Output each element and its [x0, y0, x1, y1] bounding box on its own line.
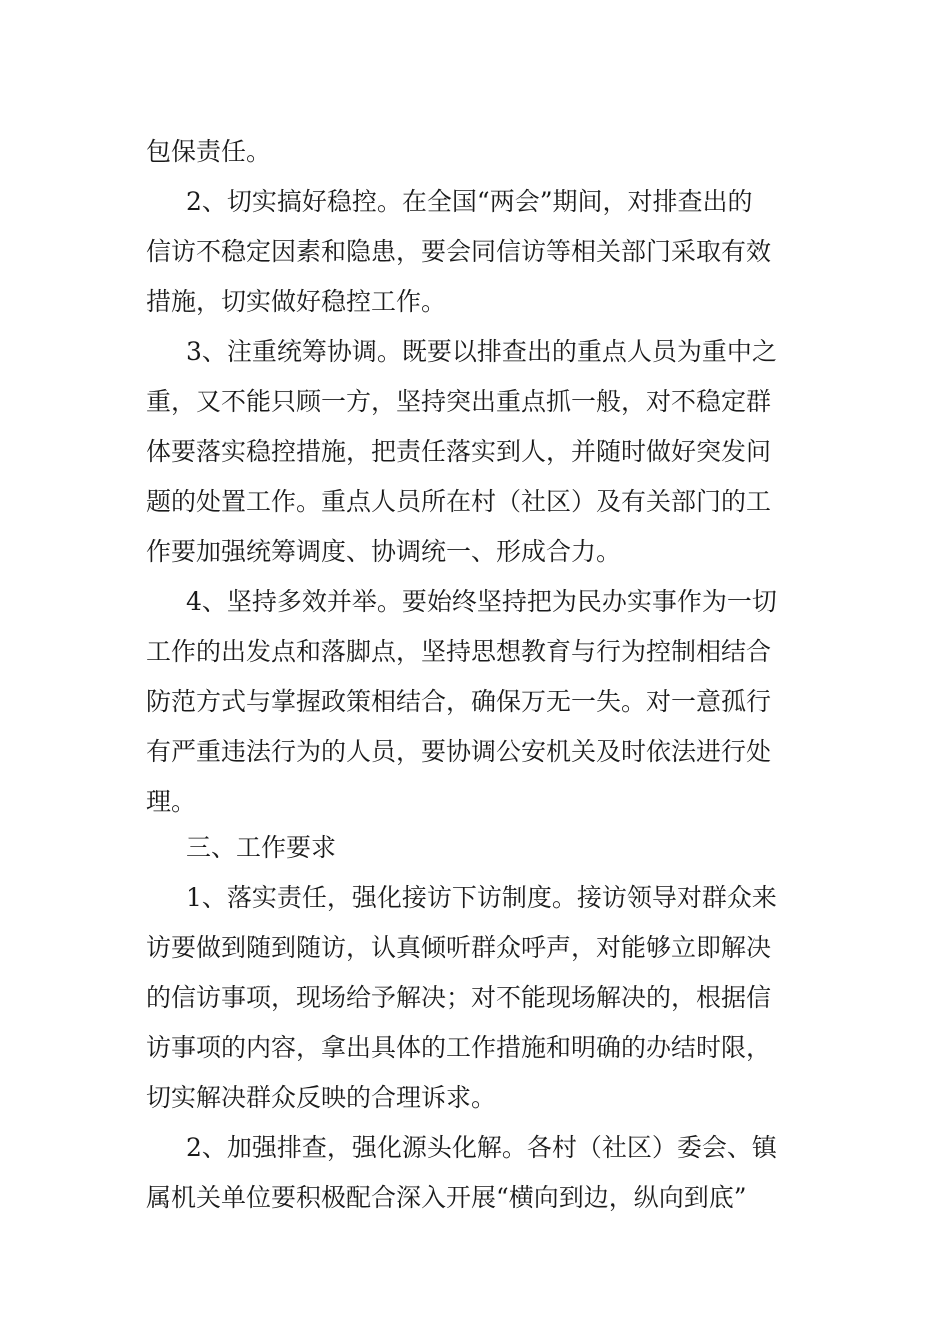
- text-line: 的信访事项，现场给予解决；对不能现场解决的，根据信: [146, 983, 772, 1012]
- text-line: 防范方式与掌握政策相结合，确保万无一失。对一意孤行: [146, 687, 772, 716]
- text-line: 题的处置工作。重点人员所在村（社区）及有关部门的工: [146, 487, 772, 516]
- text-line: 作要加强统筹调度、协调统一、形成合力。: [146, 537, 622, 566]
- text-line: 有严重违法行为的人员，要协调公安机关及时依法进行处: [146, 737, 772, 766]
- text-line: 体要落实稳控措施，把责任落实到人，并随时做好突发问: [146, 437, 772, 466]
- text-line: 2、加强排查，强化源头化解。各村（社区）委会、镇: [186, 1133, 777, 1162]
- text-line: 属机关单位要积极配合深入开展“横向到边，纵向到底”: [146, 1183, 747, 1212]
- text-line: 重，又不能只顾一方，坚持突出重点抓一般，对不稳定群: [146, 387, 772, 416]
- text-line: 访要做到随到随访，认真倾听群众呼声，对能够立即解决: [146, 933, 772, 962]
- section-heading: 三、工作要求: [186, 833, 337, 862]
- text-line: 切实解决群众反映的合理诉求。: [146, 1083, 497, 1112]
- text-line: 3、注重统筹协调。既要以排查出的重点人员为重中之: [186, 337, 777, 366]
- text-line: 措施，切实做好稳控工作。: [146, 287, 447, 316]
- text-line: 理。: [146, 787, 197, 816]
- text-line: 4、坚持多效并举。要始终坚持把为民办实事作为一切: [186, 587, 777, 616]
- text-line: 包保责任。: [146, 137, 272, 166]
- text-line: 信访不稳定因素和隐患，要会同信访等相关部门采取有效: [146, 237, 772, 266]
- text-line: 工作的出发点和落脚点，坚持思想教育与行为控制相结合: [146, 637, 772, 666]
- text-line: 2、切实搞好稳控。在全国“两会”期间，对排查出的: [186, 187, 753, 216]
- text-line: 访事项的内容，拿出具体的工作措施和明确的办结时限，: [146, 1033, 772, 1062]
- text-line: 1、落实责任，强化接访下访制度。接访领导对群众来: [186, 883, 777, 912]
